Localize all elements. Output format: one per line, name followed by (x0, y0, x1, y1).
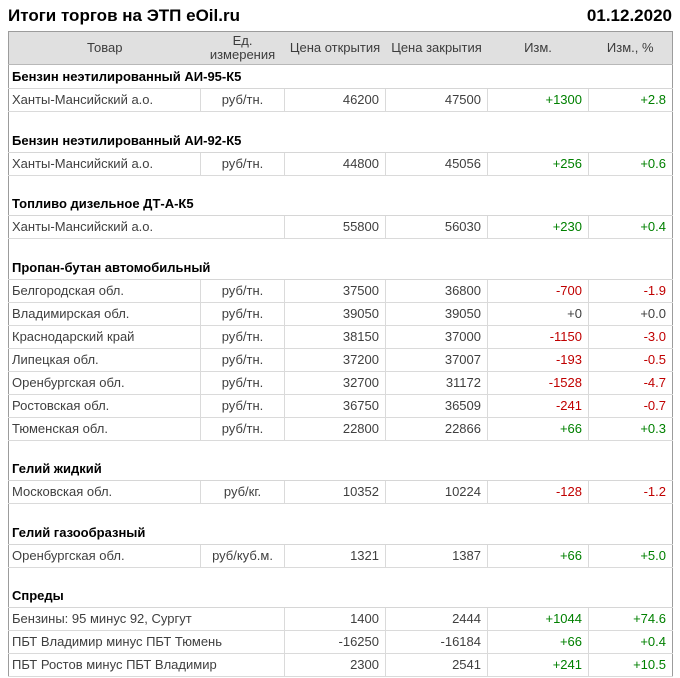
change-pct-cell: +2.8 (589, 89, 673, 112)
product-cell: Белгородская обл. (9, 279, 201, 302)
change-cell: +256 (488, 152, 589, 175)
column-header-change-pct: Изм., % (589, 32, 673, 65)
change-cell: +241 (488, 654, 589, 677)
unit-cell: руб/тн. (201, 417, 285, 440)
change-cell: +0 (488, 302, 589, 325)
section-spacer (9, 175, 673, 192)
change-cell: -193 (488, 348, 589, 371)
close-price-cell: 36509 (386, 394, 488, 417)
section-spacer-cell (9, 239, 673, 256)
section-spacer-cell (9, 567, 673, 584)
page-title: Итоги торгов на ЭТП eOil.ru (8, 6, 240, 25)
open-price-cell: 55800 (285, 216, 386, 239)
open-price-cell: 1400 (285, 608, 386, 631)
change-pct-cell: +74.6 (589, 608, 673, 631)
section-title-row (9, 521, 673, 545)
table-row (9, 417, 673, 440)
close-price-cell: 22866 (386, 417, 488, 440)
change-cell: +1044 (488, 608, 589, 631)
table-row (9, 216, 673, 239)
product-cell: Ростовская обл. (9, 394, 201, 417)
column-header-open-price: Цена открытия (285, 32, 386, 65)
open-price-cell: 10352 (285, 481, 386, 504)
table-header (9, 32, 673, 65)
trading-results-table (8, 31, 673, 677)
table-row (9, 348, 673, 371)
change-pct-cell: +0.6 (589, 152, 673, 175)
section-title: Бензин неэтилированный АИ-92-К5 (9, 129, 673, 153)
unit-cell: руб/тн. (201, 302, 285, 325)
open-price-cell: 32700 (285, 371, 386, 394)
table-row (9, 394, 673, 417)
open-price-cell: 36750 (285, 394, 386, 417)
report-date: 01.12.2020 (586, 6, 672, 25)
unit-cell: руб/кг. (201, 481, 285, 504)
section-title-row (9, 65, 673, 89)
open-price-cell: 37500 (285, 279, 386, 302)
column-header-change: Изм. (488, 32, 589, 65)
unit-cell: руб/куб.м. (201, 544, 285, 567)
close-price-cell: 31172 (386, 371, 488, 394)
unit-cell: руб/тн. (201, 348, 285, 371)
change-pct-cell: -4.7 (589, 371, 673, 394)
change-pct-cell: +0.4 (589, 631, 673, 654)
section-spacer (9, 567, 673, 584)
table-row (9, 89, 673, 112)
column-header-close-price: Цена закрытия (386, 32, 488, 65)
product-cell: Ханты-Мансийский а.о. (9, 216, 285, 239)
change-cell: -700 (488, 279, 589, 302)
section-title: Топливо дизельное ДТ-А-К5 (9, 192, 673, 216)
open-price-cell: 38150 (285, 325, 386, 348)
open-price-cell: 44800 (285, 152, 386, 175)
product-cell: Оренбургская обл. (9, 371, 201, 394)
product-cell: Тюменская обл. (9, 417, 201, 440)
open-price-cell: 39050 (285, 302, 386, 325)
close-price-cell: 56030 (386, 216, 488, 239)
close-price-cell: 2541 (386, 654, 488, 677)
section-spacer-cell (9, 175, 673, 192)
open-price-cell: 1321 (285, 544, 386, 567)
change-pct-cell: -3.0 (589, 325, 673, 348)
section-title: Гелий жидкий (9, 457, 673, 481)
close-price-cell: 47500 (386, 89, 488, 112)
close-price-cell: 37007 (386, 348, 488, 371)
change-pct-cell: +10.5 (589, 654, 673, 677)
section-spacer-cell (9, 440, 673, 457)
section-title-row (9, 129, 673, 153)
product-cell: ПБТ Ростов минус ПБТ Владимир (9, 654, 285, 677)
section-spacer (9, 239, 673, 256)
section-title-row (9, 457, 673, 481)
change-pct-cell: +0.0 (589, 302, 673, 325)
unit-cell: руб/тн. (201, 394, 285, 417)
table-row (9, 325, 673, 348)
change-cell: +1300 (488, 89, 589, 112)
table-row (9, 654, 673, 677)
change-cell: -241 (488, 394, 589, 417)
table-row (9, 152, 673, 175)
change-pct-cell: -0.7 (589, 394, 673, 417)
close-price-cell: 37000 (386, 325, 488, 348)
product-cell: Оренбургская обл. (9, 544, 201, 567)
product-cell: Краснодарский край (9, 325, 201, 348)
table-row (9, 631, 673, 654)
close-price-cell: 39050 (386, 302, 488, 325)
change-pct-cell: -0.5 (589, 348, 673, 371)
section-title-row (9, 256, 673, 280)
table-row (9, 481, 673, 504)
change-cell: -1528 (488, 371, 589, 394)
product-cell: Липецкая обл. (9, 348, 201, 371)
table-header-row (9, 32, 673, 65)
change-cell: +66 (488, 417, 589, 440)
section-title: Спреды (9, 584, 673, 608)
close-price-cell: 36800 (386, 279, 488, 302)
table-row (9, 302, 673, 325)
change-pct-cell: +5.0 (589, 544, 673, 567)
unit-cell: руб/тн. (201, 89, 285, 112)
change-cell: +66 (488, 544, 589, 567)
section-title: Бензин неэтилированный АИ-95-К5 (9, 65, 673, 89)
section-spacer (9, 504, 673, 521)
open-price-cell: 22800 (285, 417, 386, 440)
close-price-cell: 10224 (386, 481, 488, 504)
open-price-cell: 2300 (285, 654, 386, 677)
product-cell: Ханты-Мансийский а.о. (9, 89, 201, 112)
section-title-row (9, 584, 673, 608)
close-price-cell: 45056 (386, 152, 488, 175)
unit-cell: руб/тн. (201, 371, 285, 394)
section-spacer (9, 440, 673, 457)
open-price-cell: 37200 (285, 348, 386, 371)
open-price-cell: -16250 (285, 631, 386, 654)
product-cell: Владимирская обл. (9, 302, 201, 325)
table-body (9, 65, 673, 677)
section-title: Пропан-бутан автомобильный (9, 256, 673, 280)
change-cell: -128 (488, 481, 589, 504)
close-price-cell: 2444 (386, 608, 488, 631)
section-spacer-cell (9, 504, 673, 521)
table-row (9, 544, 673, 567)
change-pct-cell: -1.2 (589, 481, 673, 504)
unit-cell: руб/тн. (201, 279, 285, 302)
open-price-cell: 46200 (285, 89, 386, 112)
table-row (9, 371, 673, 394)
section-title-row (9, 192, 673, 216)
column-header-product: Товар (9, 32, 201, 65)
page-header (8, 6, 672, 26)
change-pct-cell: -1.9 (589, 279, 673, 302)
table-row (9, 279, 673, 302)
section-title: Гелий газообразный (9, 521, 673, 545)
table-row (9, 608, 673, 631)
unit-cell: руб/тн. (201, 325, 285, 348)
product-cell: Бензины: 95 минус 92, Сургут (9, 608, 285, 631)
change-cell: -1150 (488, 325, 589, 348)
section-spacer-cell (9, 112, 673, 129)
column-header-unit: Ед. измерения (201, 32, 285, 65)
product-cell: ПБТ Владимир минус ПБТ Тюмень (9, 631, 285, 654)
product-cell: Московская обл. (9, 481, 201, 504)
unit-cell: руб/тн. (201, 152, 285, 175)
change-cell: +66 (488, 631, 589, 654)
change-pct-cell: +0.4 (589, 216, 673, 239)
section-spacer (9, 112, 673, 129)
change-cell: +230 (488, 216, 589, 239)
close-price-cell: 1387 (386, 544, 488, 567)
change-pct-cell: +0.3 (589, 417, 673, 440)
product-cell: Ханты-Мансийский а.о. (9, 152, 201, 175)
close-price-cell: -16184 (386, 631, 488, 654)
